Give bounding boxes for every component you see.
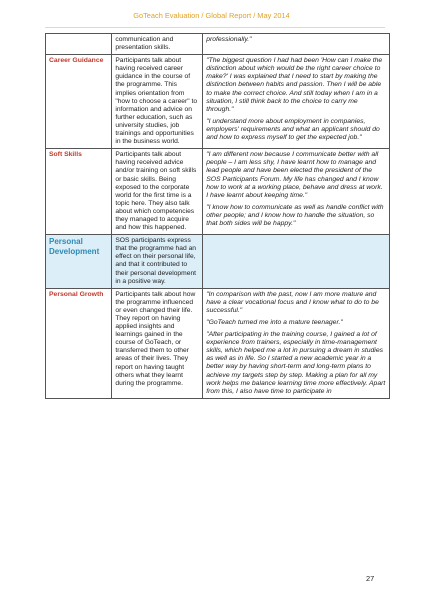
running-header: GoTeach Evaluation / Global Report / May 2014	[133, 11, 290, 20]
page-number: 27	[366, 574, 375, 583]
category-label: Career Guidance	[49, 57, 104, 65]
quotes-cell	[203, 55, 390, 149]
table-row	[46, 149, 390, 235]
section-category-cell	[46, 235, 112, 289]
quote: "In comparison with the past, now I am more mature and have a clear vocational focus and I know what to do to be successful."	[206, 290, 379, 314]
description-cell: Participants talk about having received advice and/or training on soft skills or basic skills. Being exposed to the corporate world for the first time is a topic here. They also talk about which competencies they managed to acquire and how this happened.	[112, 149, 203, 235]
quote: "I am different now because I communicate better with all people – I am less shy, I have learnt how to manage and lead people and have been elected the president of the SOS Participants Forum. My life has changed and I know how to work at a working place, behave and dress at work. I have learnt about keeping time."	[206, 151, 383, 199]
table-row	[46, 288, 390, 398]
quote: "After participating in the training course, I gained a lot of experience from trainers, especially in time-management skills, which helped me a lot in pursuing a dream in studies as well as in life. So I started a new academic year in a better way by having short-term and long-term plans to achieve my targets step by step. Making a plan for all my work helps me balance learning time more effectively. Apart from this, I also have time to participate in	[206, 331, 386, 395]
table-row	[46, 55, 390, 149]
quotes-cell	[203, 149, 390, 235]
evaluation-table	[45, 33, 390, 399]
header-divider	[45, 27, 385, 28]
quote: "GoTeach turned me into a mature teenager."	[206, 319, 343, 326]
category-cell	[46, 34, 112, 55]
description-cell: Participants talk about having received career guidance in the course of the programme. This implies orientation from "how to choose a career" to information and advice on further education, such as university studies, job trainings and opportunities in the business world.	[112, 55, 203, 149]
section-label: Personal Development	[49, 237, 100, 257]
quote: "The biggest question I had had been 'How can I make the distinction about which would be the right career choice to make?' I was explained that I need to start by making the distinction between habits and passion. Then I will be able to make the correct choice. And still today when I am in a situation, I still think back to the choice to carry me through."	[206, 57, 383, 113]
category-cell	[46, 288, 112, 398]
category-label: Soft Skills	[49, 151, 82, 159]
quotes-cell	[203, 34, 390, 55]
quotes-cell	[203, 288, 390, 398]
quote: "I understand more about employment in companies, employers' requirements and what an applicant should do and how to express myself to get the expected job."	[206, 117, 380, 142]
description-cell: Participants talk about how the programme influenced or even changed their life. They report on having applied insights and learnings gained in the course of GoTeach, or transferred them to other areas of their lives. They report on having taught others what they learnt during the programme.	[112, 288, 203, 398]
category-cell	[46, 55, 112, 149]
quote: professionally."	[206, 36, 252, 43]
quotes-cell	[203, 235, 390, 289]
category-label: Personal Growth	[49, 290, 104, 298]
section-row	[46, 235, 390, 289]
category-cell	[46, 149, 112, 235]
description-cell: communication and presentation skills.	[112, 34, 203, 55]
quote: "I know how to communicate as well as handle conflict with other people; and I know how to handle the situation, so that both sides will be happy."	[206, 203, 384, 227]
description-cell: SOS participants express that the programme had an effect on their personal life, and that it contributed to their personal development in a positive way.	[112, 235, 203, 289]
table-row	[46, 34, 390, 55]
